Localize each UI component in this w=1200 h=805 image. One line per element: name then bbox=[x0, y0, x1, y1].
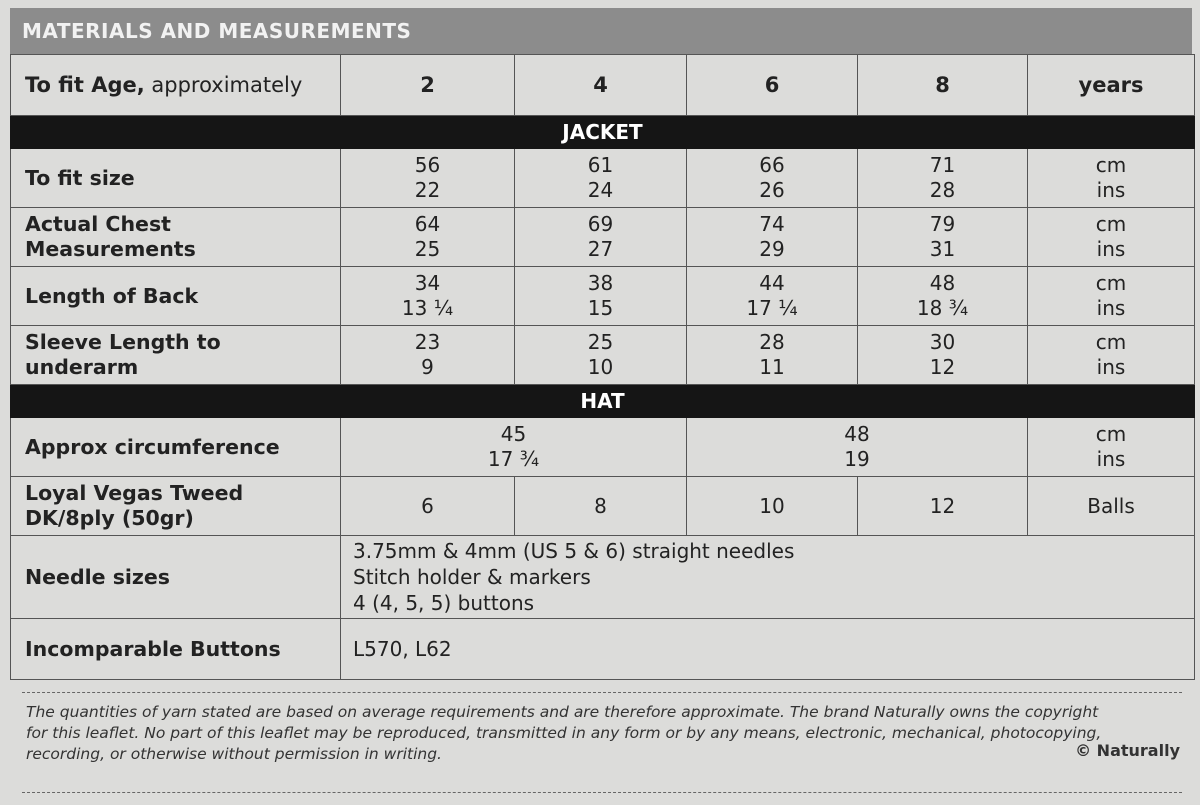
hat-heading-row bbox=[11, 385, 1195, 418]
needle-label: Needle sizes bbox=[11, 536, 341, 619]
chest-2: 64 25 bbox=[341, 208, 515, 267]
chest-8: 79 31 bbox=[858, 208, 1028, 267]
age-unit: years bbox=[1028, 55, 1195, 116]
fit-size-label: To fit size bbox=[11, 149, 341, 208]
fit-size-row bbox=[11, 149, 1195, 208]
jacket-heading-row bbox=[11, 116, 1195, 149]
sleeve-label: Sleeve Length to underarm bbox=[11, 326, 341, 385]
back-length-2: 34 13 ¼ bbox=[341, 267, 515, 326]
section-title: MATERIALS AND MEASUREMENTS bbox=[10, 8, 1192, 54]
hat-circumference-large: 48 19 bbox=[687, 418, 1028, 477]
hat-circumference-label: Approx circumference bbox=[11, 418, 341, 477]
fit-size-4: 61 24 bbox=[515, 149, 687, 208]
yarn-label: Loyal Vegas Tweed DK/8ply (50gr) bbox=[11, 477, 341, 536]
back-length-4: 38 15 bbox=[515, 267, 687, 326]
back-length-8: 48 18 ¾ bbox=[858, 267, 1028, 326]
hat-heading: HAT bbox=[11, 385, 1195, 418]
divider-top bbox=[22, 692, 1182, 693]
divider-bottom bbox=[22, 792, 1182, 793]
sleeve-6: 28 11 bbox=[687, 326, 858, 385]
yarn-row bbox=[11, 477, 1195, 536]
sleeve-4: 25 10 bbox=[515, 326, 687, 385]
back-length-6: 44 17 ¼ bbox=[687, 267, 858, 326]
back-length-row bbox=[11, 267, 1195, 326]
chest-6: 74 29 bbox=[687, 208, 858, 267]
copyright-mark: © Naturally bbox=[1075, 741, 1180, 760]
chest-label: Actual Chest Measurements bbox=[11, 208, 341, 267]
back-length-label: Length of Back bbox=[11, 267, 341, 326]
measurements-table bbox=[10, 54, 1195, 680]
yarn-6: 10 bbox=[687, 477, 858, 536]
hat-circumference-unit: cm ins bbox=[1028, 418, 1195, 477]
hat-circumference-row bbox=[11, 418, 1195, 477]
back-length-unit: cm ins bbox=[1028, 267, 1195, 326]
chest-4: 69 27 bbox=[515, 208, 687, 267]
fit-size-8: 71 28 bbox=[858, 149, 1028, 208]
sleeve-2: 23 9 bbox=[341, 326, 515, 385]
chest-unit: cm ins bbox=[1028, 208, 1195, 267]
fit-size-unit: cm ins bbox=[1028, 149, 1195, 208]
age-4: 4 bbox=[515, 55, 687, 116]
sleeve-unit: cm ins bbox=[1028, 326, 1195, 385]
age-row bbox=[11, 55, 1195, 116]
buttons-label: Incomparable Buttons bbox=[11, 619, 341, 680]
sleeve-row bbox=[11, 326, 1195, 385]
yarn-8: 12 bbox=[858, 477, 1028, 536]
age-6: 6 bbox=[687, 55, 858, 116]
hat-circumference-small: 45 17 ¾ bbox=[341, 418, 687, 477]
age-2: 2 bbox=[341, 55, 515, 116]
sleeve-8: 30 12 bbox=[858, 326, 1028, 385]
copyright-note: The quantities of yarn stated are based on average requirements and are therefore approximate. The brand Naturally owns the copyright for this leaflet. No part of this leaflet may be reproduced, transmitted in any form or by any means, electronic, mechanical, photocopying, recording, or otherwise without permission in writing. bbox=[26, 703, 1102, 763]
yarn-unit: Balls bbox=[1028, 477, 1195, 536]
age-8: 8 bbox=[858, 55, 1028, 116]
yarn-4: 8 bbox=[515, 477, 687, 536]
fit-size-2: 56 22 bbox=[341, 149, 515, 208]
age-label: To fit Age, approximately bbox=[11, 55, 341, 116]
jacket-heading: JACKET bbox=[11, 116, 1195, 149]
fit-size-6: 66 26 bbox=[687, 149, 858, 208]
yarn-2: 6 bbox=[341, 477, 515, 536]
needle-details: 3.75mm & 4mm (US 5 & 6) straight needles Stitch holder & markers 4 (4, 5, 5) buttons bbox=[341, 536, 1195, 619]
needle-row bbox=[11, 536, 1195, 619]
chest-row bbox=[11, 208, 1195, 267]
buttons-row bbox=[11, 619, 1195, 680]
buttons-value: L570, L62 bbox=[341, 619, 1195, 680]
